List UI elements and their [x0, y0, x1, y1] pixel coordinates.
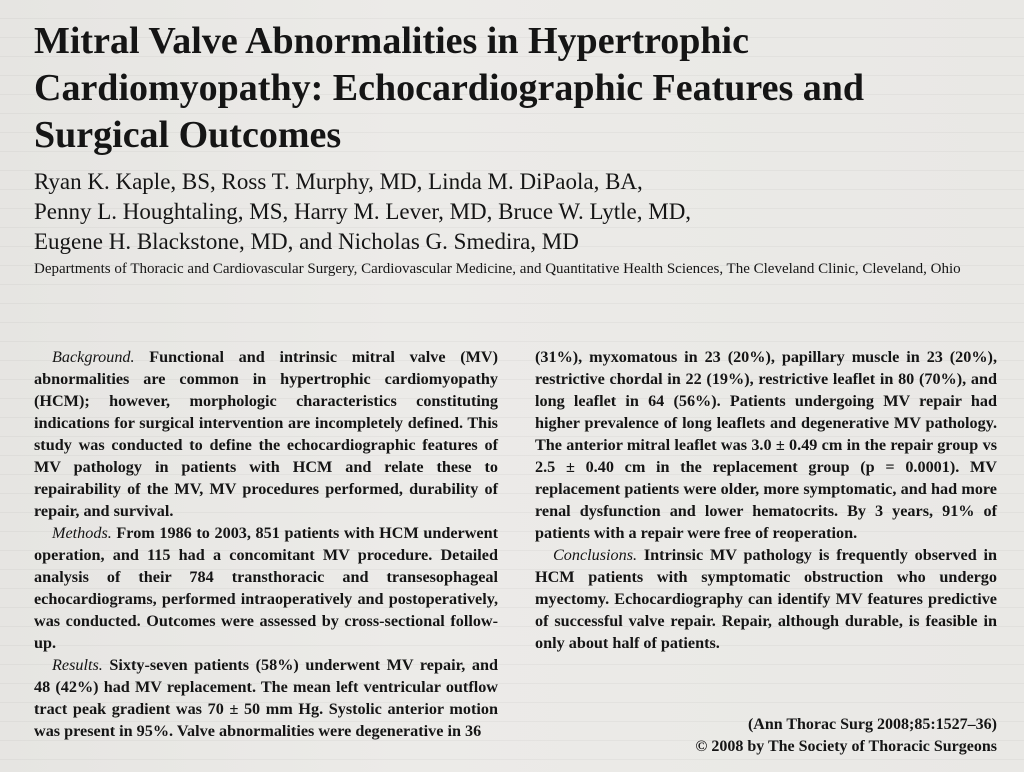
abstract-conclusions: [535, 544, 997, 654]
methods-text: From 1986 to 2003, 851 patients with HCM underwent operation, and 115 had a concomitant MV procedure. Detailed analysis of their 784 transthoracic and transesophageal echocardiograms, performed intraoperatively and postoperatively, was conducted. Outcomes were assessed by cross-sectional follow-up.: [34, 524, 498, 652]
copyright: © 2008 by The Society of Thoracic Surgeons: [695, 738, 997, 755]
author-line: Ryan K. Kaple, BS, Ross T. Murphy, MD, Linda M. DiPaola, BA,: [34, 169, 643, 194]
abstract-background: [34, 346, 498, 522]
author-list: [34, 167, 994, 257]
abstract-left-column: [34, 346, 498, 742]
affiliation: Departments of Thoracic and Cardiovascular Surgery, Cardiovascular Medicine, and Quantitative Health Sciences, The Cleveland Clinic, Cleveland, Ohio: [34, 261, 961, 277]
abstract-right-column: [535, 346, 997, 654]
results-label: Results.: [52, 656, 103, 674]
abstract-results-continued: (31%), myxomatous in 23 (20%), papillary muscle in 23 (20%), restrictive chordal in 22 (19%), restrictive leaflet in 80 (70%), and long leaflet in 64 (56%). Patients undergoing MV repair had higher prevalence of long leaflets and degenerative MV pathology. The anterior mitral leaflet was 3.0 ± 0.49 cm in the repair group vs 2.5 ± 0.40 cm in the replacement group (p = 0.0001). MV replacement patients were older, more symptomatic, and had more renal dysfunction and lower hematocrits. By 3 years, 91% of patients with a repair were free of reoperation.: [535, 348, 997, 542]
background-label: Background.: [52, 348, 135, 366]
abstract-methods: [34, 522, 498, 654]
citation: (Ann Thorac Surg 2008;85:1527–36): [747, 716, 997, 733]
article-title: Mitral Valve Abnormalities in Hypertrophic Cardiomyopathy: Echocardiographic Features and Surgical Outcomes: [34, 20, 865, 156]
abstract-results: [34, 654, 498, 742]
conclusions-text: Intrinsic MV pathology is frequently observed in HCM patients with symptomatic obstruction who undergo myectomy. Echocardiography can identify MV features predictive of successful valve repair. Repair, although durable, is feasible in only about half of patients.: [535, 546, 997, 652]
methods-label: Methods.: [52, 524, 112, 542]
results-text: Sixty-seven patients (58%) underwent MV repair, and 48 (42%) had MV replacement. The mean left ventricular outflow tract peak gradient was 70 ± 50 mm Hg. Systolic anterior motion was present in 95%. Valve abnormalities were degenerative in 36: [34, 656, 498, 740]
author-line: Penny L. Houghtaling, MS, Harry M. Lever, MD, Bruce W. Lytle, MD,: [34, 199, 692, 224]
background-text: Functional and intrinsic mitral valve (MV) abnormalities are common in hypertrophic cardiomyopathy (HCM); however, morphologic characteristics constituting indications for surgical intervention are incompletely defined. This study was conducted to define the echocardiographic features of MV pathology in patients with HCM and relate these to repairability of the MV, MV procedures performed, durability of repair, and survival.: [34, 348, 498, 520]
conclusions-label: Conclusions.: [553, 546, 638, 564]
author-line: Eugene H. Blackstone, MD, and Nicholas G. Smedira, MD: [34, 229, 579, 254]
